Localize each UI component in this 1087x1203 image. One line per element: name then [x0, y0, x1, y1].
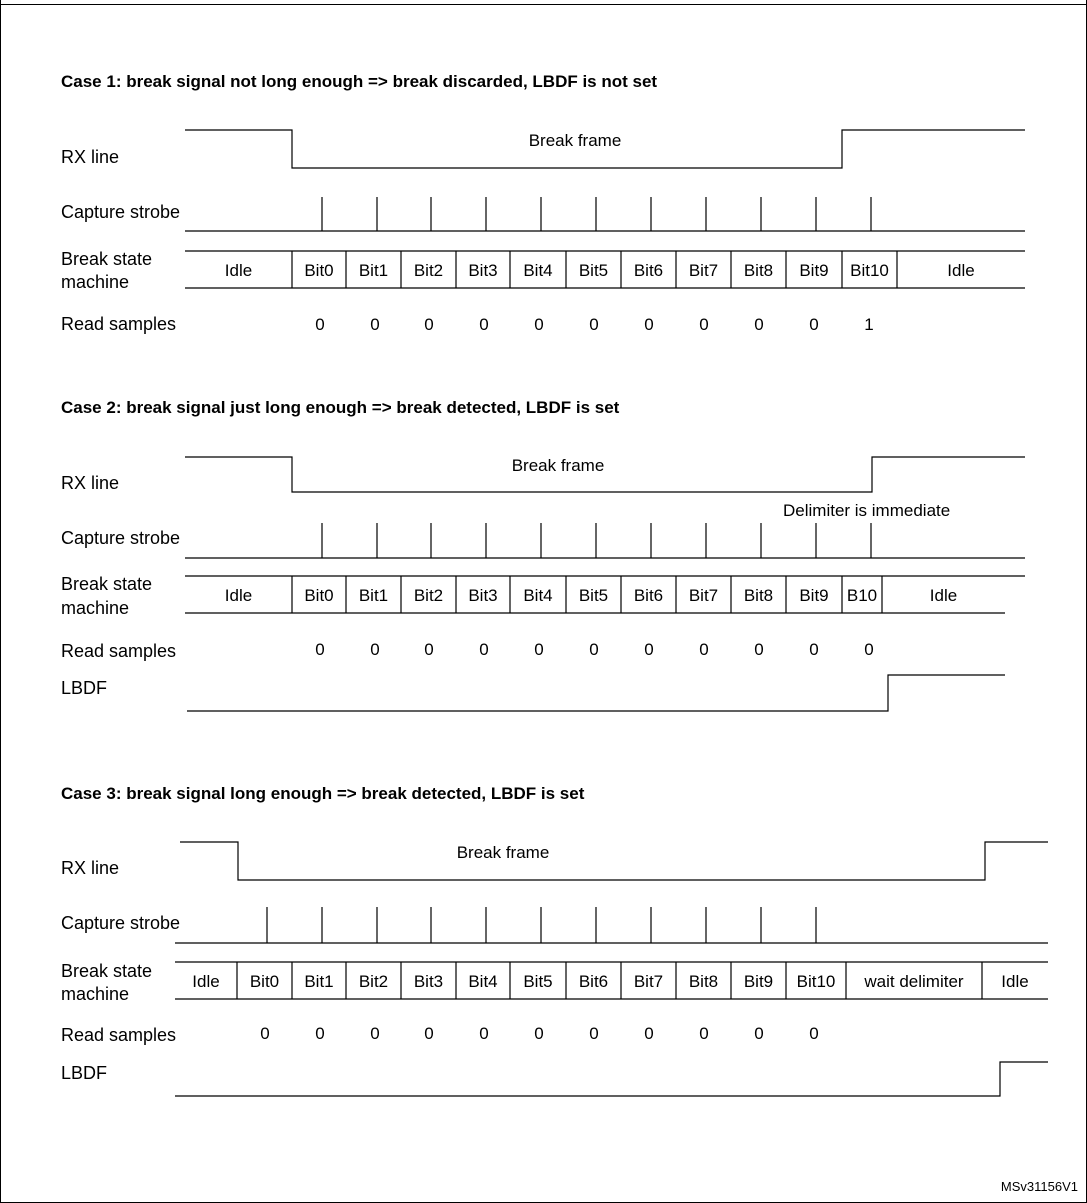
case-3-break-frame-label: Break frame — [456, 843, 550, 862]
case-2-sample-value: 0 — [370, 640, 380, 659]
case-1-state-cell: Bit8 — [743, 261, 774, 280]
case-1-state-cell: Bit5 — [578, 261, 609, 280]
case-1-sample-value: 0 — [589, 315, 599, 334]
case-2-state-cell: Bit0 — [304, 586, 334, 605]
case-3-state-cell: Idle — [1001, 972, 1029, 991]
case-3-state-cell: Bit5 — [523, 972, 553, 991]
case-1-sample-value: 0 — [479, 315, 489, 334]
case-3-sample-value: 0 — [479, 1024, 489, 1043]
case-2-state-cell: Bit8 — [743, 586, 774, 605]
case-2-state-cell: Idle — [224, 586, 253, 605]
case-2-state-cell: Bit3 — [468, 586, 498, 605]
case-2-sample-value: 0 — [699, 640, 709, 659]
case-3-sample-value: 0 — [809, 1024, 819, 1043]
case-3-sample-value: 0 — [534, 1024, 544, 1043]
case-3-state-cell: Bit9 — [743, 972, 774, 991]
case-1-state-label-line1: Break state — [61, 249, 153, 269]
case-1-sample-value: 0 — [809, 315, 819, 334]
case-2-sample-value: 0 — [644, 640, 654, 659]
case-2-rx-label: RX line — [61, 473, 120, 493]
case-3-state-cell: Bit1 — [304, 972, 334, 991]
case-1-title: Case 1: break signal not long enough => break discarded, LBDF is not set — [61, 72, 658, 91]
case-2-state-cell: Idle — [929, 586, 958, 605]
case-2-sample-value: 0 — [534, 640, 544, 659]
case-2-state-cell: Bit5 — [578, 586, 609, 605]
case-2-samples-label: Read samples — [61, 641, 177, 661]
case-1-state-cell: Bit10 — [850, 261, 889, 280]
case-1-state-cell: Bit1 — [358, 261, 389, 280]
case-1-break-frame-label: Break frame — [528, 131, 622, 150]
case-3-lbdf-label: LBDF — [61, 1063, 108, 1083]
case-3-state-cell: Bit2 — [358, 972, 389, 991]
case-3-sample-value: 0 — [589, 1024, 599, 1043]
case-1-state-label-line2: machine — [61, 272, 130, 292]
case-2-lbdf-waveform — [187, 675, 1005, 711]
case-1-state-cell: Bit0 — [304, 261, 334, 280]
case-3-state-cell: Bit4 — [468, 972, 498, 991]
case-3-rx-label: RX line — [61, 858, 120, 878]
case-3-sample-value: 0 — [699, 1024, 709, 1043]
case-2-sample-value: 0 — [479, 640, 489, 659]
figure-reference: MSv31156V1 — [1000, 1179, 1078, 1194]
case-3-sample-value: 0 — [370, 1024, 380, 1043]
case-3-sample-value: 0 — [644, 1024, 654, 1043]
case-3-rx-waveform — [180, 842, 1048, 880]
case-1-sample-value: 0 — [754, 315, 764, 334]
case-3-state-label-line1: Break state — [61, 961, 153, 981]
case-2-lbdf-label: LBDF — [61, 678, 108, 698]
case-2-sample-value: 0 — [315, 640, 325, 659]
case-3-state-label-line2: machine — [61, 984, 130, 1004]
case-3-state-cell: Bit0 — [249, 972, 280, 991]
case-1-state-cell: Bit9 — [799, 261, 829, 280]
case-3-strobe-label: Capture strobe — [61, 913, 181, 933]
case-1-state-cell: Bit6 — [633, 261, 664, 280]
case-3 — [61, 784, 1048, 1096]
case-3-state-machine-row — [175, 962, 1048, 999]
case-1-state-cell: Bit3 — [468, 261, 498, 280]
case-2-break-frame-label: Break frame — [511, 456, 605, 475]
case-2-sample-value: 0 — [864, 640, 874, 659]
case-2-title: Case 2: break signal just long enough => break detected, LBDF is set — [61, 398, 620, 417]
case-1-sample-value: 0 — [699, 315, 709, 334]
case-2-strobe-pulses — [322, 523, 871, 558]
case-3-sample-value: 0 — [424, 1024, 434, 1043]
case-1-strobe-pulses — [322, 197, 871, 231]
case-3-state-cell: Bit7 — [633, 972, 664, 991]
case-1-sample-value: 0 — [370, 315, 380, 334]
case-3-samples-label: Read samples — [61, 1025, 177, 1045]
case-1-sample-value: 1 — [864, 315, 874, 334]
case-2-sample-value: 0 — [809, 640, 819, 659]
case-3-state-cell: Bit10 — [796, 972, 836, 991]
case-1-state-cell: Bit7 — [688, 261, 719, 280]
case-2-rx-waveform — [185, 457, 1025, 492]
case-2 — [61, 398, 1025, 711]
case-1-rx-label: RX line — [61, 147, 120, 167]
case-2-state-cell: B10 — [846, 586, 878, 605]
case-2-sample-value: 0 — [589, 640, 599, 659]
case-1-sample-value: 0 — [424, 315, 434, 334]
case-1-state-machine-row — [185, 251, 1025, 288]
case-2-delimiter-note: Delimiter is immediate — [783, 501, 951, 520]
case-2-state-cell: Bit7 — [688, 586, 719, 605]
case-2-state-label-line2: machine — [61, 598, 130, 618]
case-3-sample-value: 0 — [260, 1024, 270, 1043]
case-2-state-label-line1: Break state — [61, 574, 153, 594]
case-2-sample-value: 0 — [424, 640, 434, 659]
case-2-state-cell: Bit1 — [358, 586, 389, 605]
case-2-state-cell: Bit2 — [413, 586, 444, 605]
case-1-strobe-label: Capture strobe — [61, 202, 181, 222]
case-3-sample-value: 0 — [315, 1024, 325, 1043]
case-2-sample-values — [315, 640, 873, 659]
case-2-state-cell: Bit9 — [799, 586, 829, 605]
case-2-state-cell: Bit6 — [633, 586, 664, 605]
case-1-sample-value: 0 — [534, 315, 544, 334]
case-1-samples-label: Read samples — [61, 314, 177, 334]
case-3-state-cell: Idle — [192, 972, 220, 991]
case-1 — [61, 72, 1025, 334]
case-3-sample-value: 0 — [754, 1024, 764, 1043]
case-1-sample-value: 0 — [644, 315, 654, 334]
case-3-sample-values — [260, 1024, 818, 1043]
case-3-lbdf-waveform — [175, 1062, 1048, 1096]
case-1-sample-values — [315, 315, 873, 334]
case-3-state-cell: wait delimiter — [864, 972, 964, 991]
case-1-sample-value: 0 — [315, 315, 325, 334]
case-2-state-machine-row — [185, 576, 1025, 613]
case-1-state-cell: Bit2 — [413, 261, 444, 280]
case-3-state-cell: Bit6 — [578, 972, 609, 991]
case-2-strobe-label: Capture strobe — [61, 528, 181, 548]
case-2-state-cell: Bit4 — [523, 586, 553, 605]
case-1-state-cell: Bit4 — [523, 261, 553, 280]
case-3-state-cell: Bit8 — [688, 972, 719, 991]
case-3-strobe-pulses — [267, 907, 816, 943]
case-3-state-cell: Bit3 — [413, 972, 444, 991]
case-2-sample-value: 0 — [754, 640, 764, 659]
case-1-state-cell: Idle — [947, 261, 975, 280]
case-3-title: Case 3: break signal long enough => break detected, LBDF is set — [61, 784, 585, 803]
case-1-state-cell: Idle — [224, 261, 253, 280]
